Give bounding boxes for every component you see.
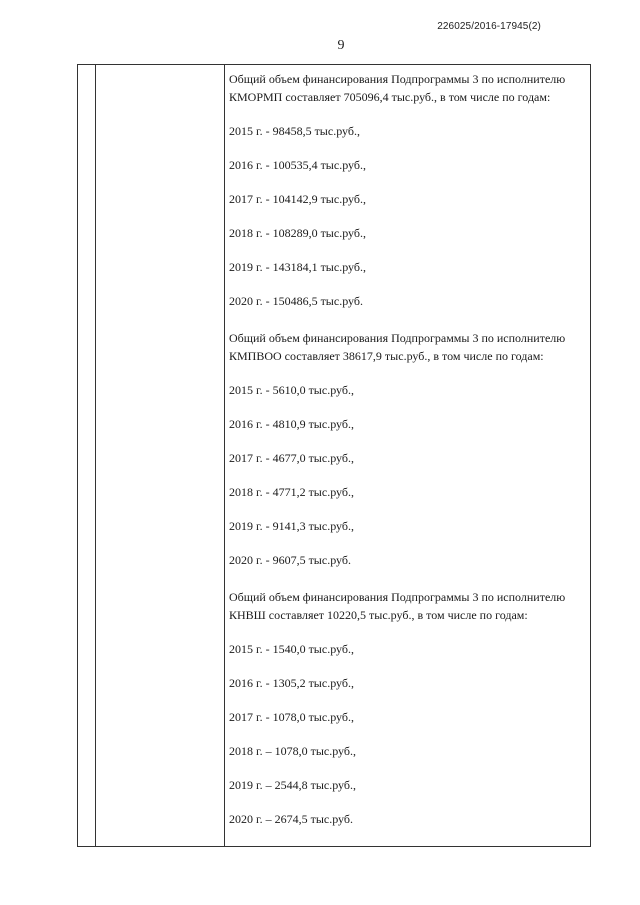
heading-line: Общий объем финансирования Подпрограммы 3 по исполнителю xyxy=(229,331,566,345)
page-number: 9 xyxy=(337,38,345,53)
year-line: 2018 г. – 1078,0 тыс.руб., xyxy=(229,744,356,758)
funding-section-kmormp xyxy=(229,67,584,310)
year-line: 2019 г. - 9141,3 тыс.руб., xyxy=(229,519,354,533)
document-id: 226025/2016-17945(2) xyxy=(437,21,541,32)
year-line: 2018 г. - 4771,2 тыс.руб., xyxy=(229,485,354,499)
year-line: 2016 г. - 1305,2 тыс.руб., xyxy=(229,676,354,690)
year-line: 2019 г. - 143184,1 тыс.руб., xyxy=(229,260,366,274)
table-content-cell xyxy=(229,67,584,828)
heading-line: КМОРМП составляет 705096,4 тыс.руб., в том числе по годам: xyxy=(229,90,551,104)
heading-line: Общий объем финансирования Подпрограммы 3 по исполнителю xyxy=(229,590,566,604)
year-line: 2016 г. - 100535,4 тыс.руб., xyxy=(229,158,366,172)
year-line: 2020 г. – 2674,5 тыс.руб. xyxy=(229,812,353,826)
year-line: 2017 г. - 4677,0 тыс.руб., xyxy=(229,451,354,465)
year-line: 2016 г. - 4810,9 тыс.руб., xyxy=(229,417,354,431)
year-line: 2018 г. - 108289,0 тыс.руб., xyxy=(229,226,366,240)
section-heading xyxy=(229,67,584,106)
year-line: 2017 г. - 1078,0 тыс.руб., xyxy=(229,710,354,724)
funding-section-knvsh xyxy=(229,585,584,828)
year-line: 2015 г. - 1540,0 тыс.руб., xyxy=(229,642,354,656)
heading-line: Общий объем финансирования Подпрограммы 3 по исполнителю xyxy=(229,72,566,86)
section-heading xyxy=(229,326,584,365)
funding-section-kmpvoo xyxy=(229,326,584,569)
year-line: 2019 г. – 2544,8 тыс.руб., xyxy=(229,778,356,792)
year-line: 2015 г. - 5610,0 тыс.руб., xyxy=(229,383,354,397)
year-line: 2020 г. - 150486,5 тыс.руб. xyxy=(229,294,363,308)
year-line: 2020 г. - 9607,5 тыс.руб. xyxy=(229,553,351,567)
column-divider xyxy=(224,65,225,846)
heading-line: КМПВОО составляет 38617,9 тыс.руб., в том числе по годам: xyxy=(229,349,544,363)
heading-line: КНВШ составляет 10220,5 тыс.руб., в том числе по годам: xyxy=(229,608,528,622)
section-heading xyxy=(229,585,584,624)
year-line: 2015 г. - 98458,5 тыс.руб., xyxy=(229,124,360,138)
column-divider xyxy=(95,65,96,846)
year-line: 2017 г. - 104142,9 тыс.руб., xyxy=(229,192,366,206)
